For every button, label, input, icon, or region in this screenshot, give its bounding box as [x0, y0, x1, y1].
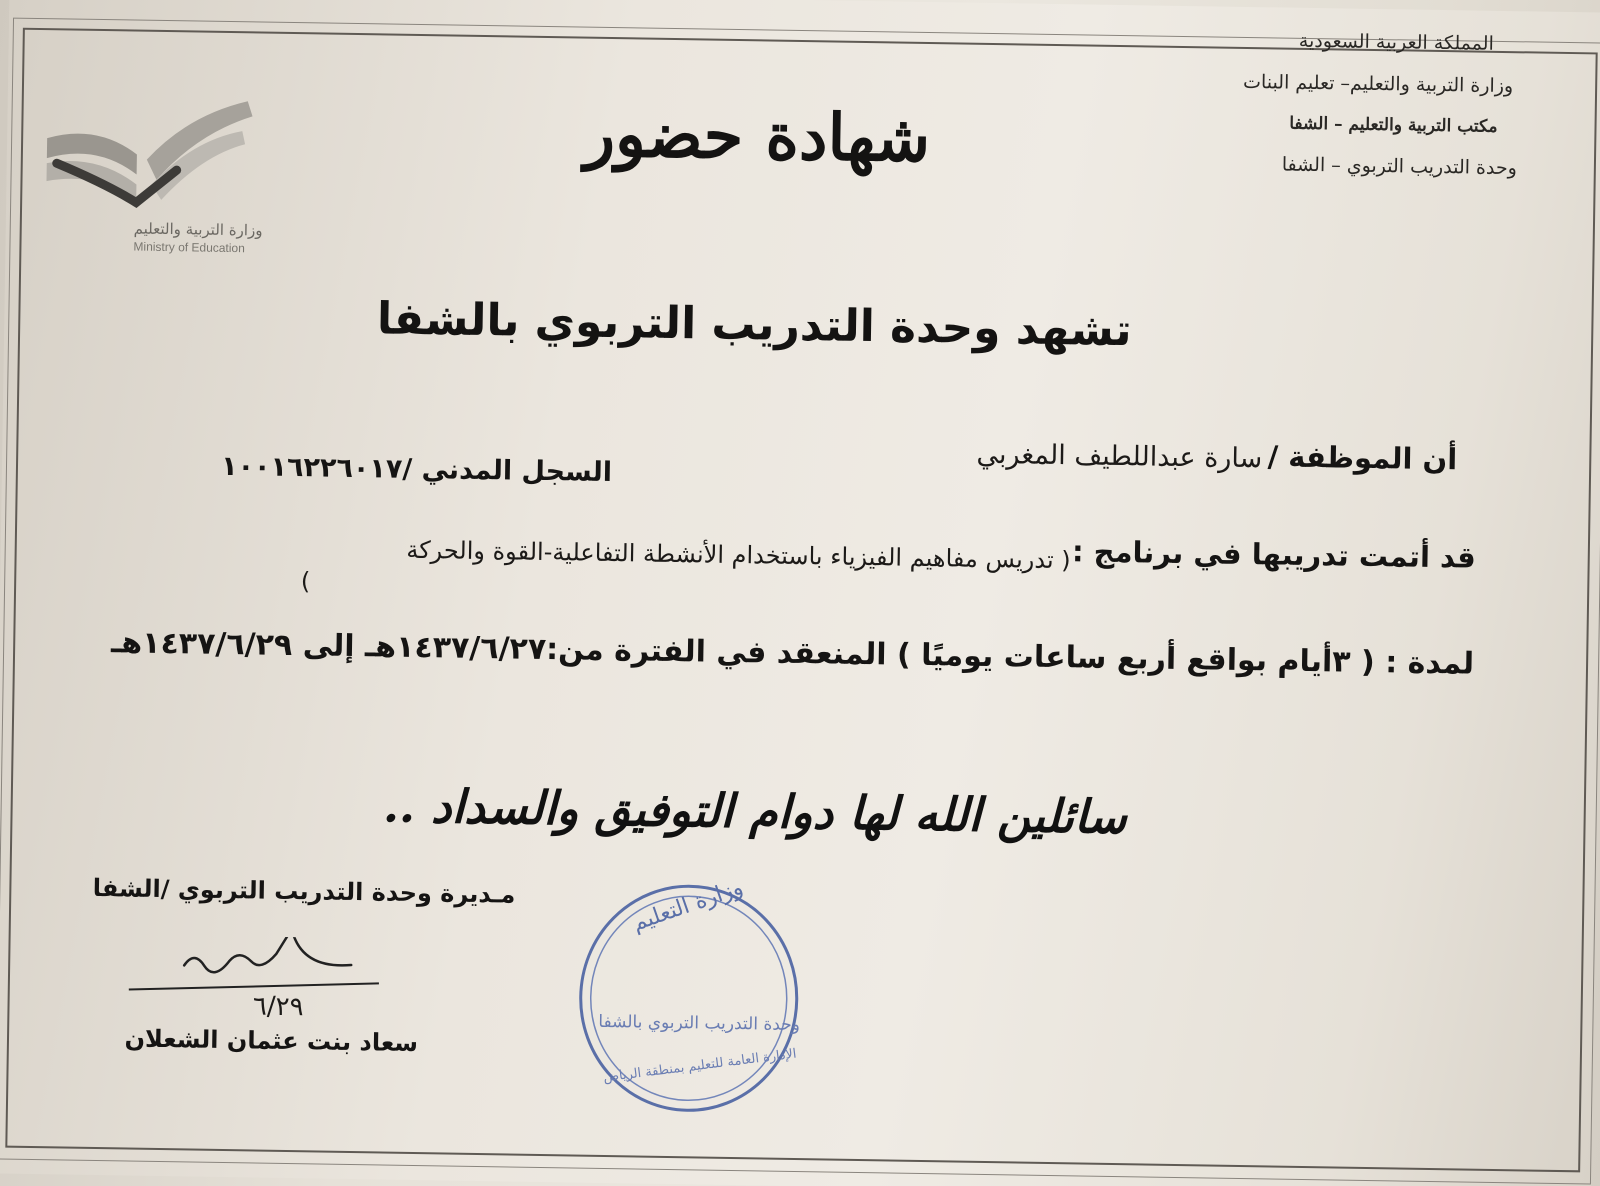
signatory-title: مـديرة وحدة التدريب التربوي /الشفا — [92, 873, 516, 909]
header-office: مكتب التربية والتعليم – الشفا — [1289, 113, 1498, 137]
certificate-subtitle: تشهد وحدة التدريب التربوي بالشفا — [376, 293, 1133, 357]
closing-phrase: سائلين الله لها دوام التوفيق والسداد .. — [382, 778, 1128, 845]
logo-english-text: Ministry of Education — [133, 239, 245, 256]
signatory-name: سعاد بنت عثمان الشعلان — [124, 1024, 419, 1058]
program-label: قد أتمت تدريبها في برنامج : — [1071, 534, 1477, 575]
header-ministry: وزارة التربية والتعليم– تعليم البنات — [1242, 70, 1514, 98]
civil-record: السجل المدني /١٠٠١٦٢٢٦٠١٧ — [220, 450, 613, 489]
program-name: ( تدريس مفاهيم الفيزياء باستخدام الأنشطة التفاعلية-القوة والحركة — [406, 535, 1071, 575]
signature-date: ٦/٢٩ — [252, 991, 304, 1023]
duration-line: لمدة : ( ٣أيام بواقع أربع ساعات يوميًا ) المنعقد في الفترة من:١٤٣٧/٦/٢٧هـ إلى ١٤٣٧/٦/٢٩هـ — [110, 625, 1475, 682]
stamp-top-text: وزارة التعليم — [629, 875, 747, 937]
employee-name: سارة عبداللطيف المغربي — [976, 438, 1263, 475]
stamp-bottom-text: الإدارة العامة للتعليم بمنطقة الرياض — [602, 1046, 798, 1086]
program-name-close: ) — [300, 567, 311, 596]
employee-label: أن الموظفة / — [1267, 439, 1458, 477]
header-kingdom: المملكة العربية السعودية — [1298, 29, 1494, 55]
stamp-middle-text: وحدة التدريب التربوي بالشفا — [598, 1011, 801, 1036]
header-unit: وحدة التدريب التربوي – الشفا — [1281, 153, 1518, 180]
certificate-title: شهادة حضور — [583, 96, 931, 177]
logo-arabic-text: وزارة التربية والتعليم — [133, 219, 263, 240]
